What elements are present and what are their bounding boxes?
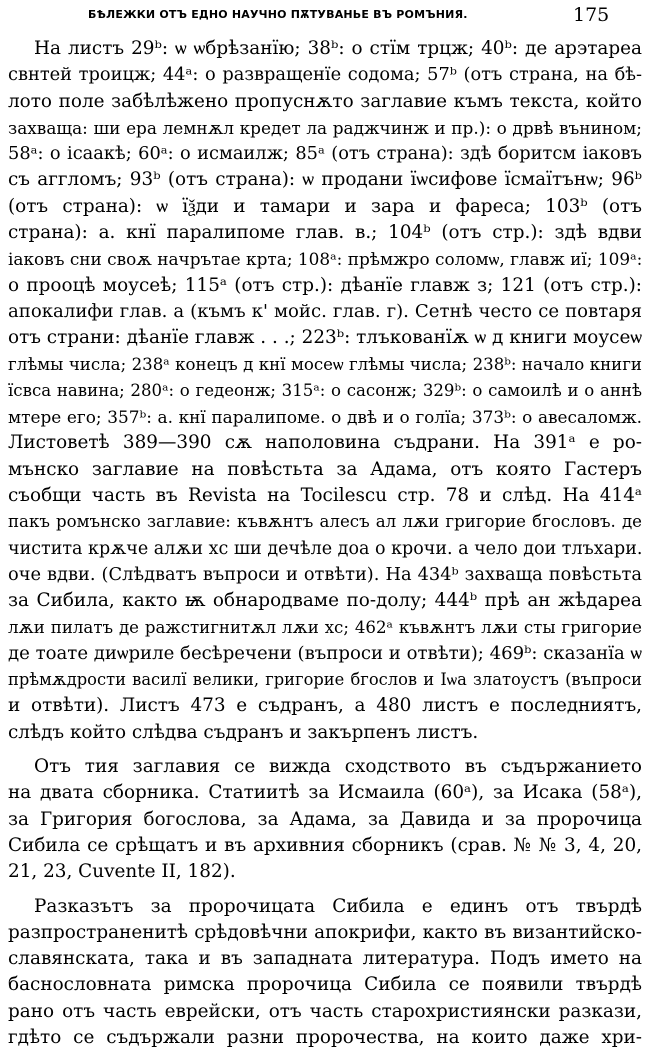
text-line: лѫи пилатъ де ражстигнитѫл лѫи хс; 462ᵃ къвѫнтъ лѫи сты григорие: [8, 615, 642, 641]
text-line: захваща: ши ера лемнѫл кредет ла раджчинж и пр.): о дрвѣ вънином;: [8, 115, 642, 141]
paragraph-comparison: [8, 754, 642, 885]
text-line: чистита крѫче алѫи хс ши дечѣле доа о крочи. а чело дои тлъхари.: [8, 536, 642, 562]
text-line: глѣмы числа; 238ᵃ конецъ д кнї мосеѡ глѣмы числа; 238ᵇ: начало книги: [8, 352, 642, 378]
text-line: рано отъ часть еврейски, отъ часть старохристиянски разкази,: [8, 999, 642, 1025]
text-line: Сибила се срѣщатъ и въ архивния сборникъ (срав. № № 3, 4, 20,: [8, 833, 642, 859]
text-line: страна): а. кнї паралипоме глав. в.; 104ᵇ (отъ стр.): здѣ вдви: [8, 220, 642, 246]
text-line: мтере его; 357ᵇ: а. кнї паралипоме. о двѣ и о голїа; 373ᵇ: о авесаломж.: [8, 404, 642, 430]
text-line: пакъ ромънско заглавие: къвѫнтъ алесъ ал лѫи григорие бгословъ. де: [8, 509, 642, 535]
text-line: (отъ страна): ѡ їѯди и тамари и зара и фареса; 103ᵇ (отъ: [8, 194, 642, 220]
text-line: На листъ 29ᵇ: ѡ ѡбрѣзанїю; 38ᵇ: о стїм трцж; 40ᵇ: де арэтареа: [8, 36, 642, 62]
text-line: за Сибила, както ѭ обнародваме по-долу; 444ᵇ прѣ ан жѣдареа: [8, 588, 642, 614]
text-line: оче вдви. (Слѣдватъ въпроси и отвѣти). На 434ᵇ захваща повѣстьта: [8, 562, 642, 588]
text-line: съ аггломъ; 93ᵇ (отъ страна): ѡ продани їѡсифове їсмаїтънѡ; 96ᵇ: [8, 167, 642, 193]
text-line: разпространенитѣ срѣдовѣчни апокрифи, както въ византийско-: [8, 920, 642, 946]
text-line: свнтей троицж; 44ᵃ: о развращенїе содома; 57ᵇ (отъ страна, на бѣ-: [8, 62, 642, 88]
running-title: БѢЛЕЖКИ ОТЪ ЕДНО НАУЧНО ПѪТУВАНЬЕ ВЪ РОМЪНИЯ.: [88, 8, 468, 21]
text-line: де тоате диѡриле бесѣречени (въпроси и отвѣти); 469ᵇ: сказанїа ѡ: [8, 641, 642, 667]
text-line: Отъ тия заглавия се вижда сходството въ съдържанието: [8, 754, 642, 780]
text-line: Разказътъ за пророчицата Сибила е единъ отъ твърдѣ: [8, 894, 642, 920]
text-line: 21, 23, Cuvente II, 182).: [8, 859, 642, 885]
text-line: апокалифи глав. а (къмъ к' мойс. глав. г). Сетнѣ често се повтаря: [8, 299, 642, 325]
paragraph-sibyl-story: [8, 894, 642, 1051]
text-line: и отвѣти). Листъ 473 е съдранъ, а 480 листъ е последниятъ,: [8, 693, 642, 719]
text-line: 58ᵃ: о ісаакѣ; 60ᵃ: о исмаилж; 85ᵃ (отъ страна): здѣ боритсм іаковъ: [8, 141, 642, 167]
text-line: слѣдъ който слѣдва съдранъ и закърпенъ листъ.: [8, 720, 642, 746]
text-line: мънско заглавие на повѣстьта за Адама, отъ която Гастеръ: [8, 457, 642, 483]
text-line: іаковъ сни своѫ начрътае крта; 108ᵃ: прѣмжро соломѡ, главж иї; 109ᵃ:: [8, 246, 642, 272]
text-line: прѣмѫдрости василї велики, григорие бгослов и Іѡа златоустъ (въпроси: [8, 667, 642, 693]
paragraph-manuscript-contents: [8, 36, 642, 746]
text-line: за Григория богослова, за Адама, за Давида и за пророчица: [8, 807, 642, 833]
text-line: съобщи часть въ Revista на Tocilescu стр. 78 и слѣд. На 414ᵃ: [8, 483, 642, 509]
text-line: отъ страни: дѣанїе главж . . .; 223ᵇ: тлъкованїѫ ѡ д книги моусеѡ: [8, 325, 642, 351]
text-line: Листоветѣ 389—390 сѫ наполовина съдрани. На 391ᵃ е ро-: [8, 430, 642, 456]
text-line: славянската, така и въ западната литература. Подъ името на: [8, 946, 642, 972]
text-line: на двата сборника. Статиитѣ за Исмаила (60ᵃ), за Исака (58ᵃ),: [8, 780, 642, 806]
text-line: лото поле забѣлѣжено пропуснѫто заглавие къмъ текста, който: [8, 89, 642, 115]
page-number: 175: [573, 4, 609, 26]
text-line: гдѣто се съдържали разни пророчества, на които даже хри-: [8, 1025, 642, 1051]
text-line: їсвса навина; 280ᵃ: о гедеонж; 315ᵃ: о сасонж; 329ᵇ: о самоилѣ и о аннѣ: [8, 378, 642, 404]
text-line: о прооцѣ моусеѣ; 115ᵃ (отъ стр.): дѣанїе главж з; 121 (отъ стр.):: [8, 273, 642, 299]
text-line: баснословната римска пророчица Сибила се появили твърдѣ: [8, 972, 642, 998]
body-text: [8, 36, 642, 1051]
running-head: [0, 4, 650, 28]
